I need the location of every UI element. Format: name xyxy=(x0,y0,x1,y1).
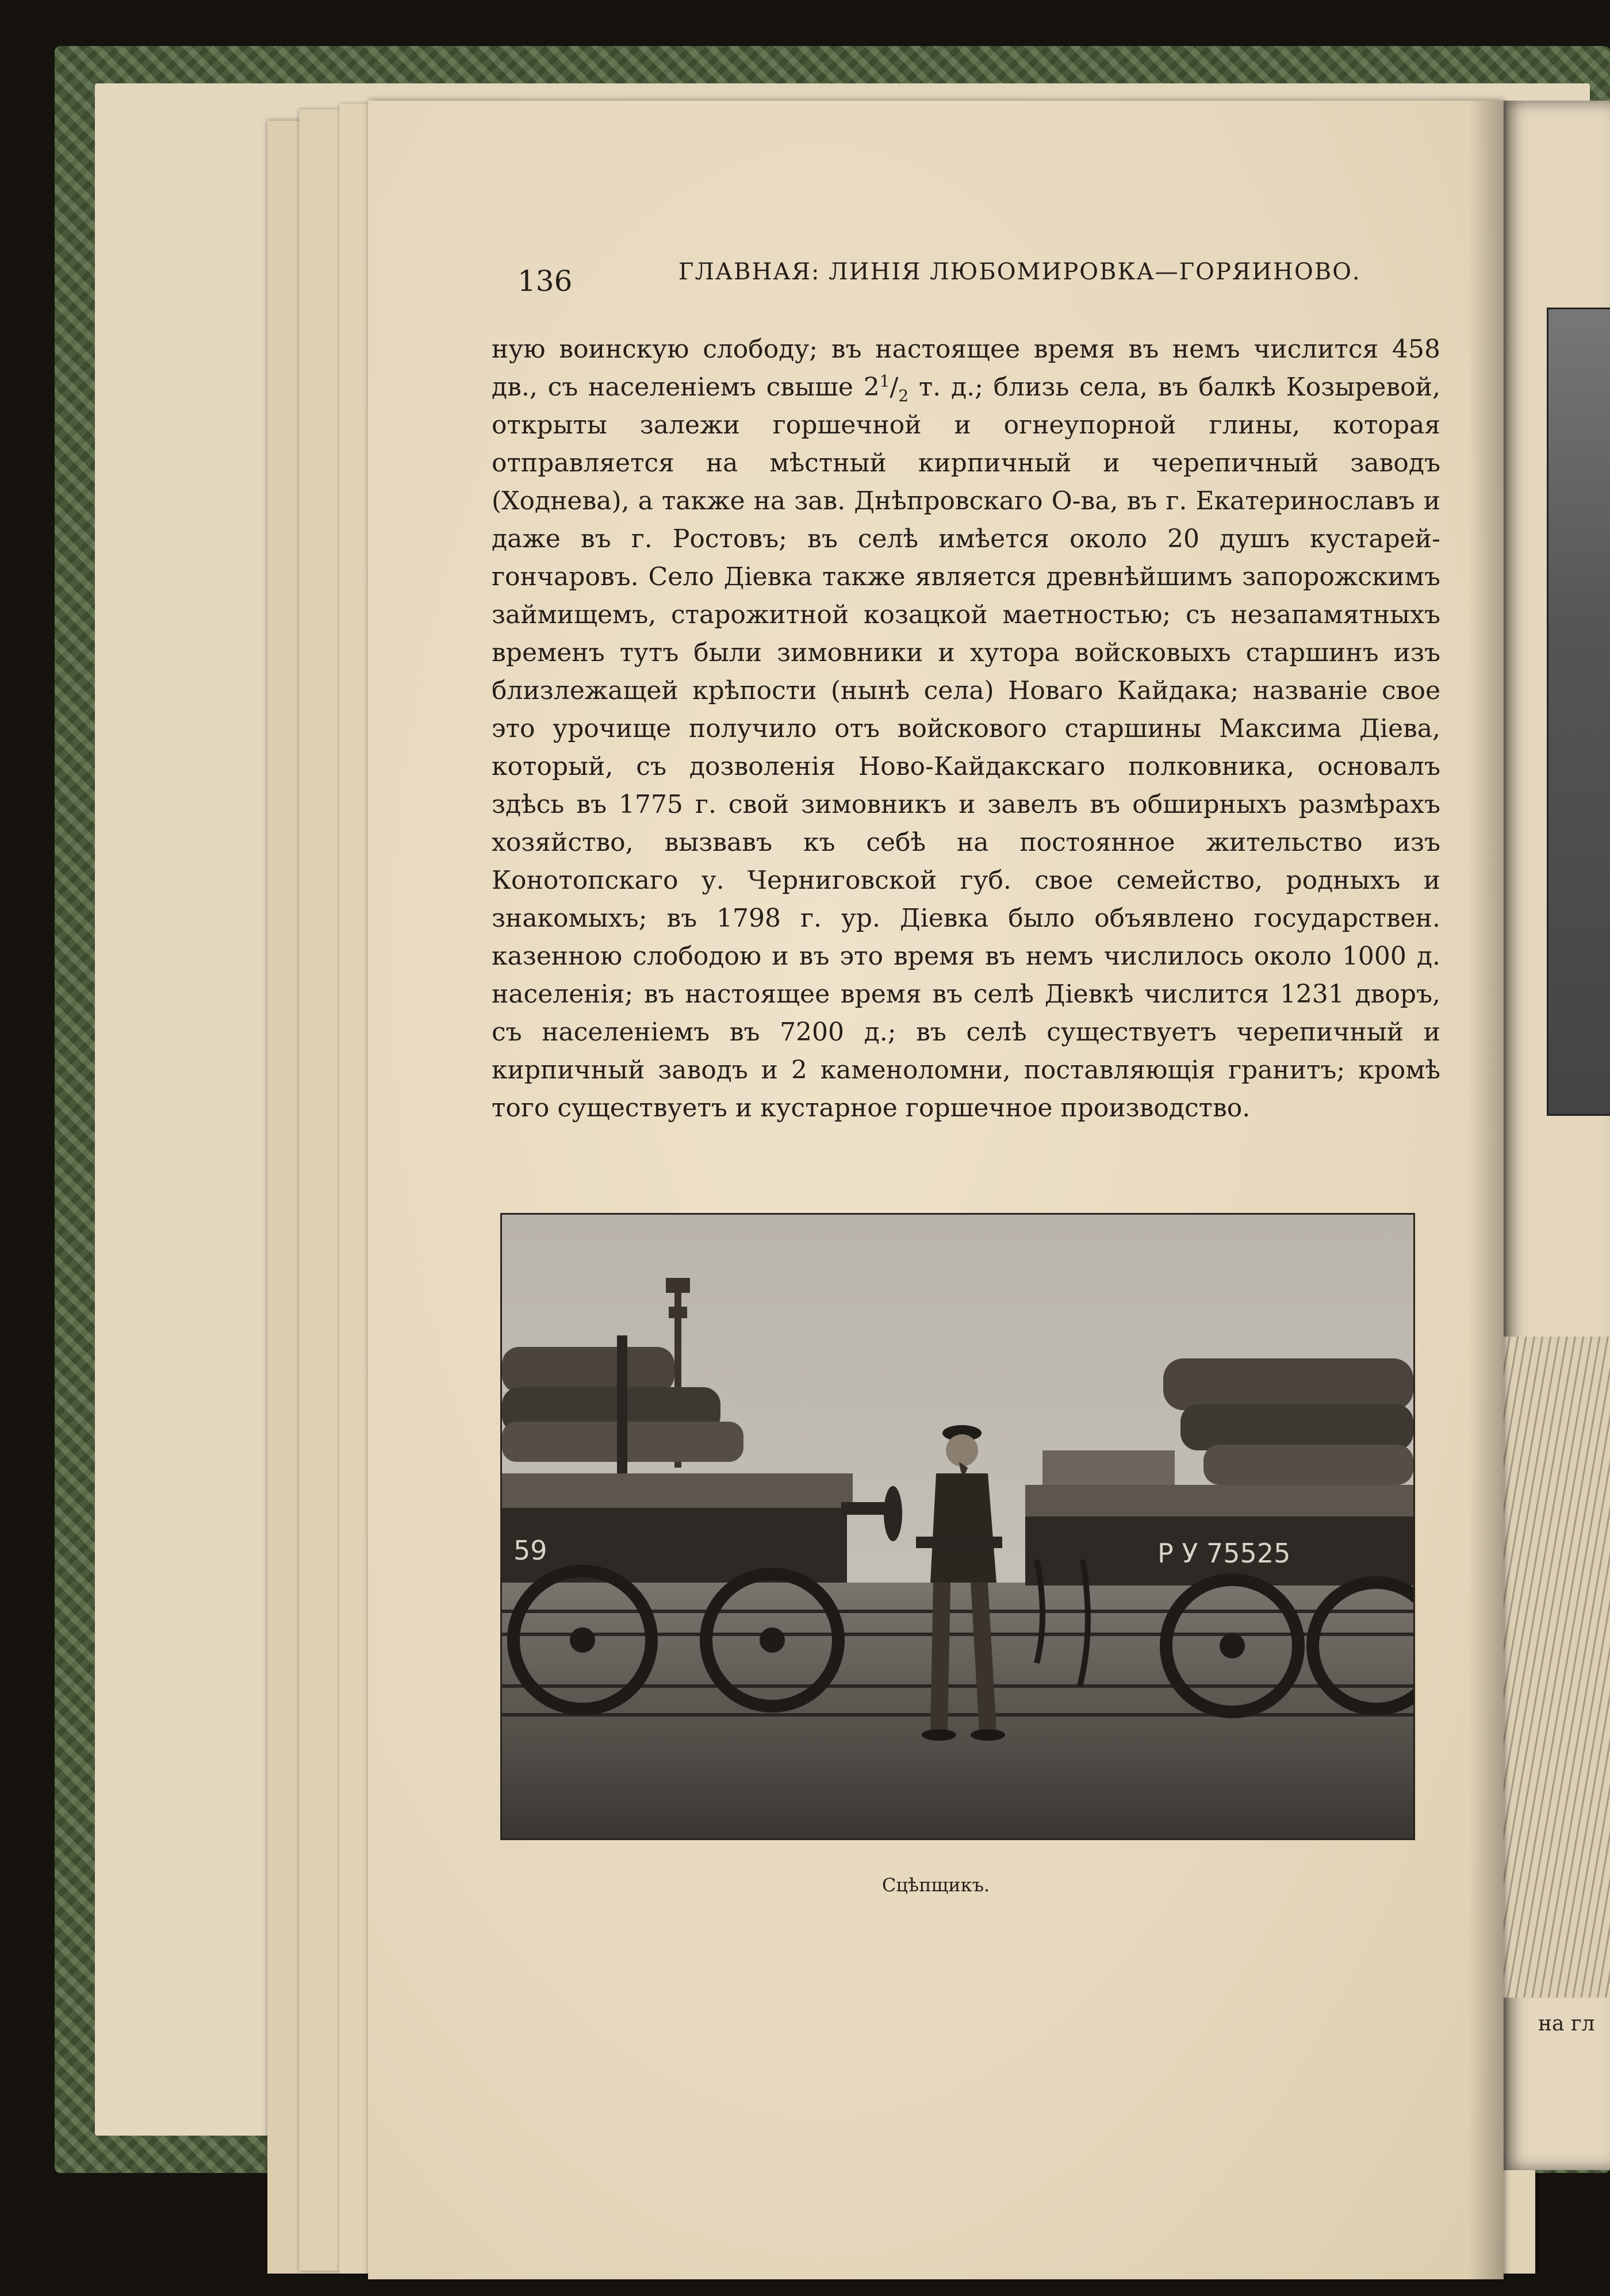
body-text-part-2: т. д.; близь села, въ балкѣ Козыревой, открыты залежи горшечной и огнеупорной глины, которая отправляется на мѣстный кирпичный и черепичный заводъ (Ходнева), а также на зав. Днѣпровскаго О-ва, въ г. Екатеринославъ и даже въ г. Ростовъ; въ селѣ имѣется около 20 душъ кустарей-гончаровъ. Село Діевка также является древнѣйшимъ запорожскимъ займищемъ, старожитной козацкой маетностью; съ незапамятныхъ временъ тутъ были зимовники и хутора войсковыхъ старшинъ изъ близлежащей крѣпости (нынѣ села) Новаго Кайдака; названіе свое это урочище получило отъ войскового старшины Максима Діева, который, съ дозволенія Ново-Кайдакскаго полковника, основалъ здѣсь въ 1775 г. свой зимовникъ и завелъ въ обширныхъ размѣрахъ хозяйство, вызвавъ къ себѣ на постоянное жительство изъ Конотопскаго у. Черниговской губ. свое семейство, родныхъ и знакомыхъ; въ 1798 г. ур. Діевка было объявлено государствен. казенною слободою и въ это время въ немъ числилось около 1000 д. населенія; въ настоящее время въ селѣ Діевкѣ числится 1231 дворъ, съ населеніемъ въ 7200 д.; въ селѣ существуетъ черепичный и кирпичный заводъ и 2 каменоломни, поставляющія гранитъ; кромѣ того существуетъ и кустарное горшечное производство. xyxy=(492,373,1440,1123)
wagon-right-marking: Р У 75525 xyxy=(1157,1538,1291,1569)
photo-plate-coupler xyxy=(500,1213,1415,1840)
photo-illustration xyxy=(502,1215,1413,1838)
facing-page xyxy=(1501,101,1610,2170)
wagon-left-marking: 59 xyxy=(513,1535,547,1566)
figure-caption: Сцѣпщикъ. xyxy=(881,1874,990,1896)
fraction-numerator: 1 xyxy=(879,371,890,391)
facing-page-caption: на гл xyxy=(1538,2012,1595,2036)
gutter-shadow xyxy=(1469,101,1504,2279)
page-number: 136 xyxy=(518,264,573,298)
ground xyxy=(502,1583,1413,1838)
facing-page-illustration-top xyxy=(1547,308,1610,1116)
running-head: ГЛАВНАЯ: ЛИНІЯ ЛЮБОМИРОВКА—ГОРЯИНОВО. xyxy=(678,259,1361,285)
body-text-part-1: ную воинскую слободу; въ настоящее время въ немъ числится 458 дв., съ населеніемъ свыше 2 xyxy=(492,335,1440,402)
fraction-denominator: 2 xyxy=(898,386,909,405)
fraction-slash: / xyxy=(890,373,899,402)
book-page xyxy=(368,101,1504,2279)
body-paragraph xyxy=(492,331,1440,1127)
facing-page-illustration-bottom xyxy=(1501,1337,1610,1998)
